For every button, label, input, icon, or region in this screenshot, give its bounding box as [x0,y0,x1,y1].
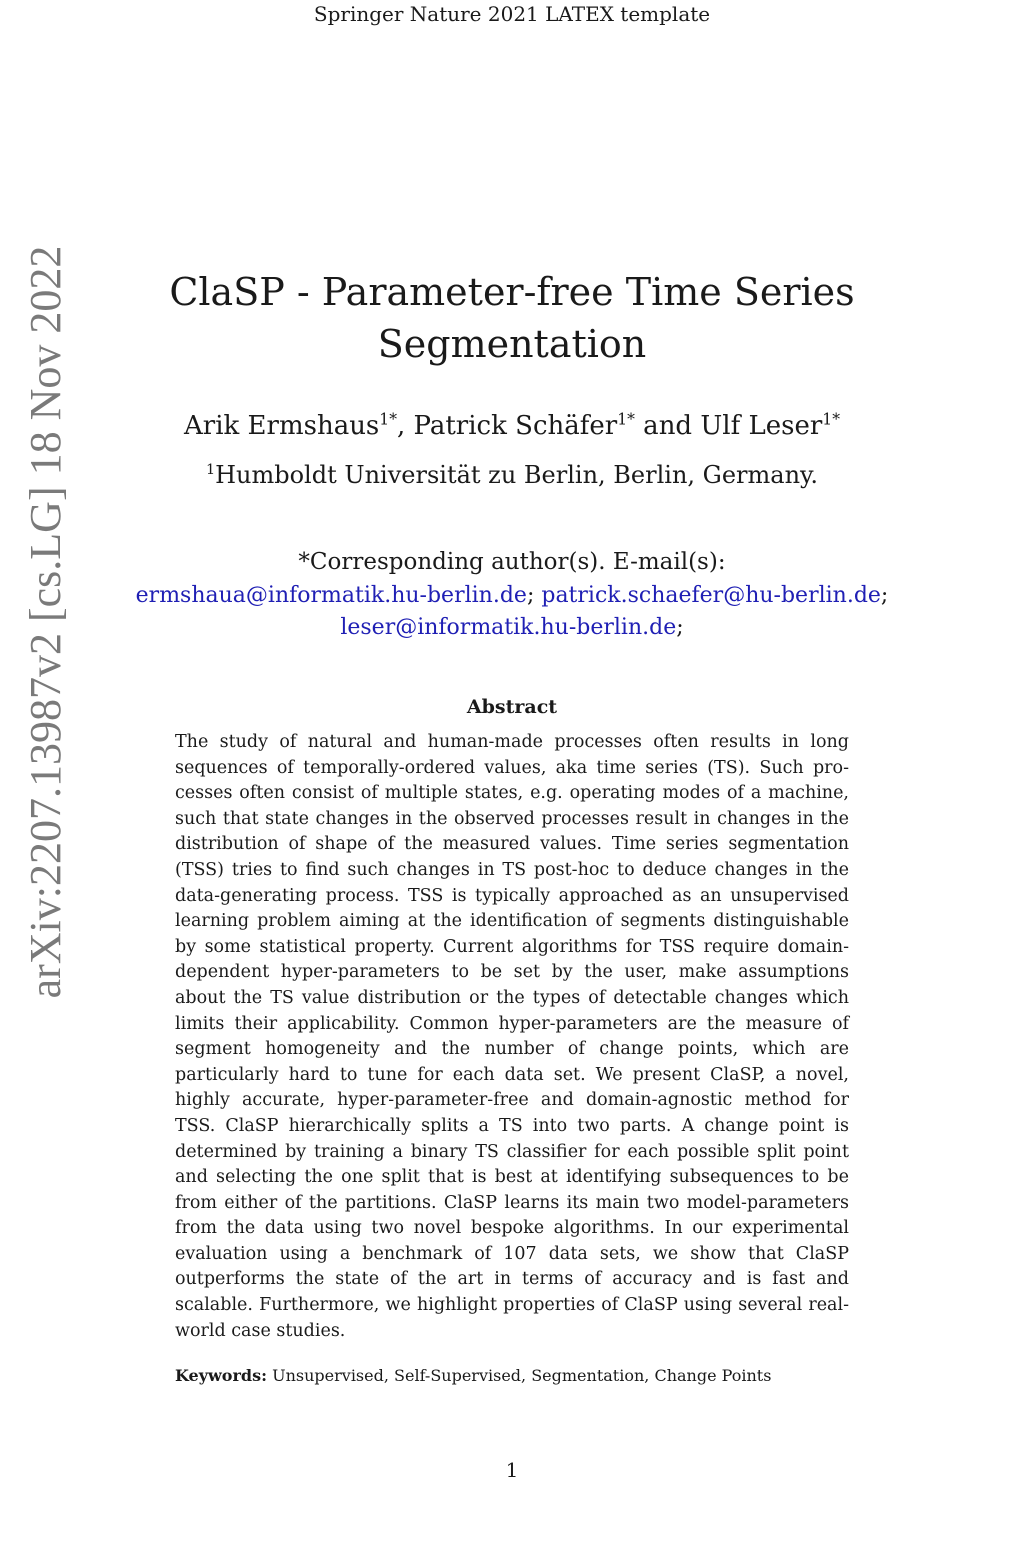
email-list [112,580,912,644]
author-affiliation-mark: 1* [617,410,635,429]
keywords [175,1364,849,1388]
keywords-label: Keywords: [175,1366,268,1385]
abstract-text: The study of natural and human-made processes often results in long sequences of temporally-ordered values, aka time series (TS). Such processes often consist of multiple states, e.g. operating modes of a machine, such that state changes in the observed processes result in changes in the distribution of shape of the measured values. Time series segmentation (TSS) tries to find such changes in TS post-hoc to deduce changes in the data-generating process. TSS is typically approached as an unsupervised learning problem aiming at the identification of segments distinguishable by some statistical property. Current algorithms for TSS require domain-dependent hyper-parameters to be set by the user, make assumptions about the TS value distribution or the types of detectable changes which limits their applicability. Common hyper-parameters are the measure of segment homogeneity and the number of change points, which are particularly hard to tune for each data set. We present ClaSP, a novel, highly accurate, hyper-parameter-free and domain-agnostic method for TSS. ClaSP hierarchically splits a TS into two parts. A change point is determined by training a binary TS classifier for each possible split point and selecting the one split that is best at identifying subsequences to be from either of the partitions. ClaSP learns its main two model-parameters from the data using two novel bespoke algorithms. In our experimental evaluation using a benchmark of 107 data sets, we show that ClaSP outperforms the state of the art in terms of accuracy and is fast and scalable. Furthermore, we highlight properties of ClaSP using several real-world case studies. [175,732,849,1341]
email-separator: ; [880,583,889,608]
affiliation-mark: 1 [205,462,216,478]
email-link[interactable]: patrick.schaefer@hu-berlin.de [541,583,881,608]
arxiv-identifier-stamp: arXiv:2207.13987v2 [cs.LG] 18 Nov 2022 [21,245,70,999]
abstract-heading: Abstract [466,696,558,718]
running-head: Springer Nature 2021 LATEX template [313,2,711,26]
author-name: Arik Ermshaus [184,411,380,441]
author-separator: , [397,411,414,441]
author-name: Ulf Leser [700,411,823,441]
author-affiliation-mark: 1* [822,410,840,429]
keywords-text: Unsupervised, Self-Supervised, Segmentation, Change Points [272,1366,772,1385]
affiliation-text: Humboldt Universität zu Berlin, Berlin, Germany. [215,461,819,489]
paper-title: ClaSP - Parameter-free Time Series Segmentation [169,270,855,366]
email-link[interactable]: leser@informatik.hu-berlin.de [340,615,677,640]
email-separator: ; [676,615,684,640]
email-separator: ; [526,583,535,608]
author-list [112,408,912,444]
corresponding-author-line: *Corresponding author(s). E-mail(s): [298,549,726,575]
page-number: 1 [505,1458,519,1482]
email-link[interactable]: ermshaua@informatik.hu-berlin.de [135,583,527,608]
author-affiliation-mark: 1* [379,410,397,429]
author-name: Patrick Schäfer [413,411,618,441]
affiliation [112,458,912,492]
author-separator: and [634,411,701,441]
